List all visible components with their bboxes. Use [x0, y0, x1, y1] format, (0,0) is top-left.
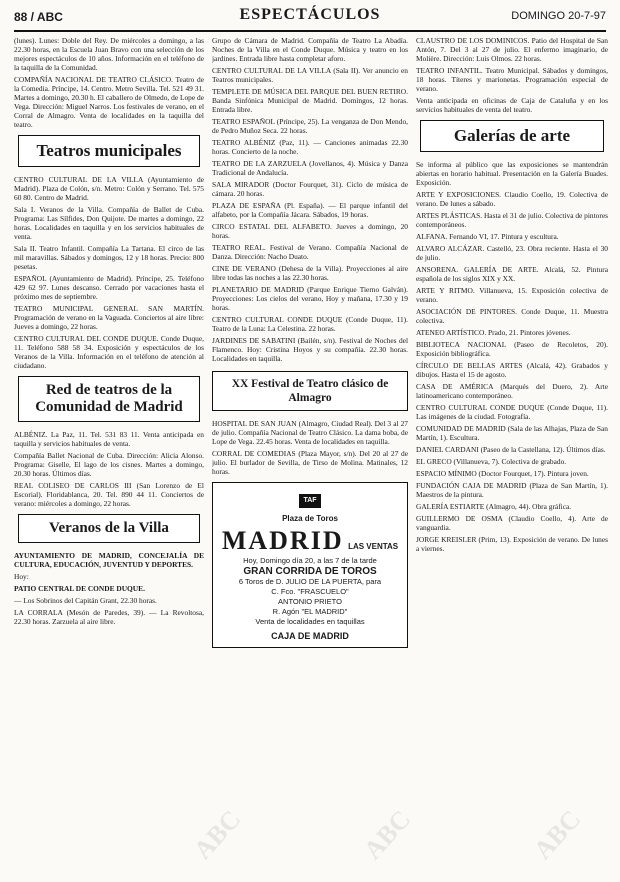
column-1 [14, 36, 204, 874]
listing-entry: PATIO CENTRAL DE CONDE DUQUE. [14, 584, 145, 593]
column-2 [212, 36, 408, 874]
listing-entry: ASOCIACIÓN DE PINTORES. Conde Duque, 11. Muestra colectiva. [416, 307, 608, 325]
ad-venue-label: Plaza de Toros [282, 514, 338, 523]
abc-watermark: ABC [187, 804, 247, 865]
listing-entry: GUILLERMO DE OSMA (Claudio Coello, 4). Arte de vanguardia. [416, 514, 608, 532]
listing-entry: ALBÉNIZ. La Paz, 11. Tel. 531 83 11. Venta anticipada en taquilla y servicios habituales de venta. [14, 430, 204, 448]
listing-entry: Venta anticipada en oficinas de Caja de Cataluña y en los servicios habituales de venta del teatro. [416, 96, 608, 114]
listing-entry: EL GRECO (Villanueva, 7). Colectiva de grabado. [416, 457, 567, 466]
taf-logo: TAF [299, 494, 321, 508]
listing-entry: TEATRO MUNICIPAL GENERAL SAN MARTÍN. Programación de verano en la Vaguada. Conciertos al aire libre: Jueves a domingo, 22 horas. [14, 304, 204, 331]
listing-entry: PLANETARIO DE MADRID (Parque Enrique Tierno Galván). Proyecciones: Los cielos del verano, Hoy y mañana, 17.30 y 19 horas. [212, 285, 408, 312]
ad-line: Hoy, Domingo día 20, a las 7 de la tarde [243, 556, 377, 565]
listing-entry: ALFANA. Fernando VI, 17. Pintura y escultura. [416, 232, 559, 241]
listing-entry: Se informa al público que las exposiciones se mantendrán abiertas en horario habitual. Presentación en la Galería Buades. Exposición. [416, 160, 608, 187]
ad-venue: LAS VENTAS [348, 542, 399, 551]
listing-entry: AYUNTAMIENTO DE MADRID, CONCEJALÍA DE CULTURA, EDUCACIÓN, JUVENTUD Y DEPORTES. [14, 551, 204, 569]
listing-entry: CLAUSTRO DE LOS DOMINICOS. Patio del Hospital de San Antón, 7. Del 3 al 27 de julio. El enfermo imaginario, de Molière. Dirección: Luis Olmos. 22 horas. [416, 36, 608, 63]
listing-entry: LA CORRALA (Mesón de Paredes, 39). — La Revoltosa, 22.30 horas. Zarzuela al aire libre. [14, 608, 204, 626]
heading-box-teatros-municipales: Teatros municipales [18, 135, 200, 167]
listing-entry: TEATRO INFANTIL. Teatro Municipal. Sábados y domingos, 18 horas. Títeres y marionetas. Programación especial de verano. [416, 66, 608, 93]
listing-entry: REAL COLISEO DE CARLOS III (San Lorenzo de El Escorial). Floridablanca, 20. Tel. 890 44 11. Conciertos de verano: miércoles a domingo, 22 horas. [14, 481, 204, 508]
listing-entry: FUNDACIÓN CAJA DE MADRID (Plaza de San Martín, 1). Maestros de la pintura. [416, 481, 608, 499]
listing-entry: ARTE Y RITMO. Villanueva, 15. Exposición colectiva de verano. [416, 286, 608, 304]
listing-entry: COMPAÑÍA NACIONAL DE TEATRO CLÁSICO. Teatro de la Comedia. Príncipe, 14. Centro. Metro Sevilla. Tel. 521 49 31. Martes a domingo, 20.30 h. El caballero de Olmedo, de Lope de Vega. Dirección: Miguel Narros. Los festivales de verano, en el Corral de Almagro. Venta de localidades en la taquilla del teatro. [14, 75, 204, 129]
abc-watermark: ABC [357, 804, 417, 865]
heading-box-galerias-de-arte: Galerías de arte [420, 120, 604, 152]
listing-entry: PLAZA DE ESPAÑA (Pl. España). — El parque infantil del alfabeto, por la Compañía Jácara. Sábados, 19 horas. [212, 201, 408, 219]
page-number: 88 / ABC [14, 10, 63, 24]
column-3 [416, 36, 608, 874]
ad-line: Venta de localidades en taquillas [255, 617, 365, 626]
abc-watermark: ABC [527, 804, 587, 865]
listing-entry: TEATRO DE LA ZARZUELA (Jovellanos, 4). Música y Danza Tradicional de Andalucía. [212, 159, 408, 177]
listing-entry: CENTRO CULTURAL CONDE DUQUE (Conde Duque, 11). Las imágenes de la ciudad. Fotografía. [416, 403, 608, 421]
listing-entry: ANSORENA. GALERÍA DE ARTE. Alcalá, 52. Pintura española de los siglos XIX y XX. [416, 265, 608, 283]
listing-entry: GALERÍA ESTIARTE (Almagro, 44). Obra gráfica. [416, 502, 572, 511]
listing-entry: CENTRO CULTURAL CONDE DUQUE (Conde Duque, 11). Teatro de la Luna: La Celestina. 22 horas. [212, 315, 408, 333]
ad-line: 6 Toros de D. JULIO DE LA PUERTA, para [238, 577, 382, 586]
listing-entry: DANIEL CARDANI (Paseo de la Castellana, 12). Últimos días. [416, 445, 606, 454]
listing-entry: Grupo de Cámara de Madrid. Compañía de Teatro La Abadía. Noches de la Villa en el Conde Duque. Música y teatro en los jardines. Entrada libre hasta completar aforo. [212, 36, 408, 63]
listing-entry: CENTRO CULTURAL DEL CONDE DUQUE. Conde Duque, 11. Teléfono 588 58 34. Exposición y espectáculos de los Veranos de la Villa. Información en el teléfono de atención al ciudadano. [14, 334, 204, 370]
listing-entry: ESPAÑOL (Ayuntamiento de Madrid). Príncipe, 25. Teléfono 429 62 97. Lunes descanso. Cerrado por vacaciones hasta el próximo mes de septiembre. [14, 274, 204, 301]
listing-entry: ESPACIO MÍNIMO (Doctor Fourquet, 17). Pintura joven. [416, 469, 589, 478]
listing-entry: CENTRO CULTURAL DE LA VILLA (Ayuntamiento de Madrid). Plaza de Colón, s/n. Metro: Colón y Serrano. Tel. 575 60 80. Centro de Madrid. [14, 175, 204, 202]
heading-box-red-de-teatros: Red de teatros de la Comunidad de Madrid [18, 376, 200, 422]
listing-entry: TEATRO REAL. Festival de Verano. Compañía Nacional de Danza. Dirección: Nacho Duato. [212, 243, 408, 261]
listing-entry: TEATRO ESPAÑOL (Príncipe, 25). La venganza de Don Mendo, de Pedro Muñoz Seca. 22 horas. [212, 117, 408, 135]
listing-entry: CINE DE VERANO (Dehesa de la Villa). Proyecciones al aire libre todas las noches a las 22.30 horas. [212, 264, 408, 282]
listing-entry: CIRCO ESTATAL DEL ALFABETO. Jueves a domingo, 20 horas. [212, 222, 408, 240]
listing-entry: SALA MIRADOR (Doctor Fourquet, 31). Ciclo de música de cámara. 20 horas. [212, 180, 408, 198]
ad-line: ANTONIO PRIETO [278, 597, 342, 606]
section-title: ESPECTÁCULOS [239, 6, 381, 23]
ad-line: C. Fco. "FRASCUELO" [271, 587, 349, 596]
ad-line: GRAN CORRIDA DE TOROS [243, 566, 377, 577]
listing-entry: CASA DE AMÉRICA (Marqués del Duero, 2). Arte latinoamericano contemporáneo. [416, 382, 608, 400]
listing-entry: TEMPLETE DE MÚSICA DEL PARQUE DEL BUEN RETIRO. Banda Sinfónica Municipal de Madrid. Domingos, 12 horas. Entrada libre. [212, 87, 408, 114]
listing-entry: — Los Sobrinos del Capitán Grant, 22.30 horas. [14, 596, 157, 605]
listing-entry: Sala II. Teatro Infantil. Compañía La Tartana. El circo de las mil maravillas. Sábados y domingos, 12 y 18 horas. Precio: 800 pesetas. [14, 244, 204, 271]
heading-box-veranos-de-la-villa: Veranos de la Villa [18, 514, 200, 543]
issue-date: DOMINGO 20-7-97 [511, 10, 606, 22]
listing-entry: ALVARO ALCÁZAR. Castelló, 23. Obra reciente. Hasta el 30 de julio. [416, 244, 608, 262]
listing-entry: CENTRO CULTURAL DE LA VILLA (Sala II). Ver anuncio en Teatros municipales. [212, 66, 408, 84]
listing-entry: Hoy: [14, 572, 29, 581]
listing-entry: CÍRCULO DE BELLAS ARTES (Alcalá, 42). Grabados y dibujos. Hasta el 15 de agosto. [416, 361, 608, 379]
bullfight-advertisement [212, 482, 408, 648]
listing-entry: HOSPITAL DE SAN JUAN (Almagro, Ciudad Real). Del 3 al 27 de julio. Compañía Nacional de Teatro Clásico. La dama boba, de Lope de Vega. 22.45 horas. Venta de localidades en taquilla. [212, 419, 408, 446]
sponsor-logo-caja-madrid: CAJA DE MADRID [271, 631, 349, 641]
listing-entry: (lunes). Lunes: Doble del Rey. De miércoles a domingo, a las 22.30 horas, en la Escuela Juan Bravo con una selección de los mejores espectáculos de 10 años. Información en el teléfono de la taquilla de la Comunidad. [14, 36, 204, 72]
listing-entry: ATENEO ARTÍSTICO. Prado, 21. Pintores jóvenes. [416, 328, 571, 337]
listing-entry: ARTE Y EXPOSICIONES. Claudio Coello, 19. Colectiva de verano. De lunes a sábado. [416, 190, 608, 208]
listing-entry: JORGE KREISLER (Prim, 13). Exposición de verano. De lunes a viernes. [416, 535, 608, 553]
listing-entry: Compañía Ballet Nacional de Cuba. Dirección: Alicia Alonso. Programa: Giselle, El lago de los cisnes. Martes a domingo, 20.30 horas. Últimos días. [14, 451, 204, 478]
heading-box-festival-almagro: XX Festival de Teatro clásico de Almagro [212, 371, 408, 411]
listing-entry: ARTES PLÁSTICAS. Hasta el 31 de julio. Colectiva de pintores contemporáneos. [416, 211, 608, 229]
listing-entry: JARDINES DE SABATINI (Bailén, s/n). Festival de Noches del Flamenco. Hoy: Cristina Hoyos y su compañía. 22.30 horas. Localidades en taquilla. [212, 336, 408, 363]
listing-entry: CORRAL DE COMEDIAS (Plaza Mayor, s/n). Del 20 al 27 de julio. El burlador de Sevilla, de Tirso de Molina. Matinales, 12 horas. [212, 449, 408, 476]
listing-entry: COMUNIDAD DE MADRID (Sala de las Alhajas, Plaza de San Martín, 1). Escultura. [416, 424, 608, 442]
listing-entry: Sala I. Veranos de la Villa. Compañía de Ballet de Cuba. Programa: Las Sílfides, Don Quijote. De martes a domingo, 22 horas. Localidades en taquilla y en los servicios habituales de venta. [14, 205, 204, 241]
page-header [14, 6, 606, 32]
listing-entry: BIBLIOTECA NACIONAL (Paseo de Recoletos, 20). Exposición bibliográfica. [416, 340, 608, 358]
listing-entry: TEATRO ALBÉNIZ (Paz, 11). — Canciones animadas 22.30 horas. Concierto de la noche. [212, 138, 408, 156]
ad-line: R. Agón "EL MADRID" [272, 607, 348, 616]
ad-city: MADRID [221, 526, 344, 555]
